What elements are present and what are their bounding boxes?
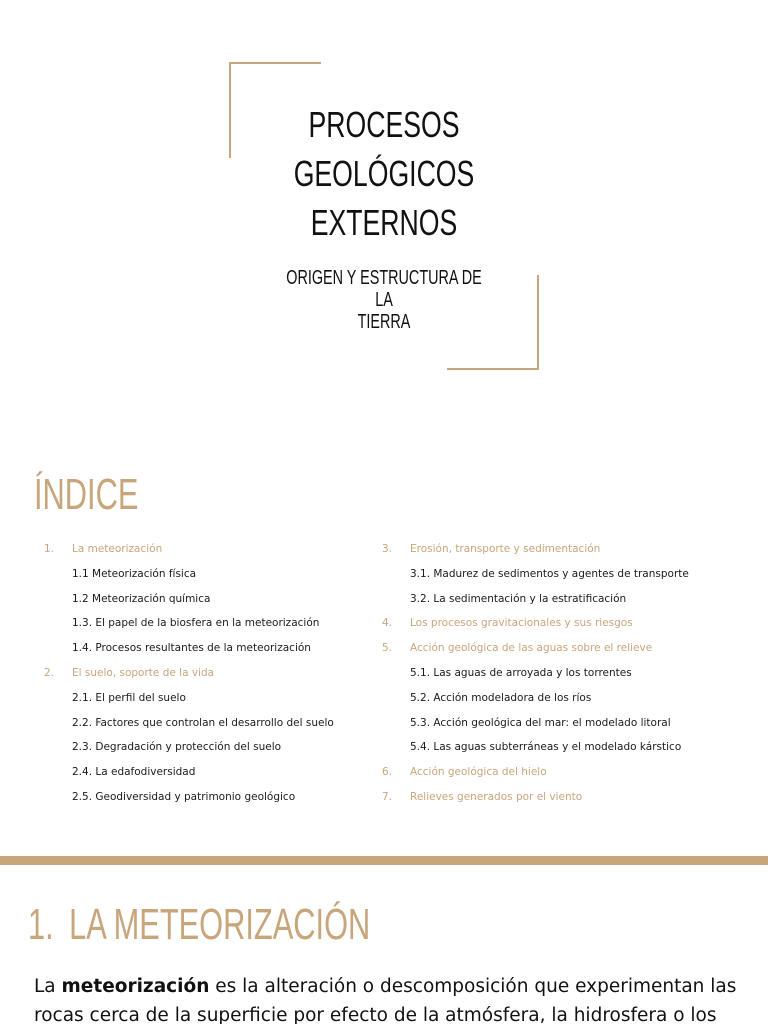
toc-subsection-label: 3.2. La sedimentación y la estratificación bbox=[410, 592, 627, 605]
toc-subsection-item[interactable] bbox=[44, 713, 404, 738]
document-subtitle bbox=[276, 267, 492, 333]
toc-subsection-item[interactable] bbox=[44, 762, 404, 787]
toc-chapter-number: 2. bbox=[44, 666, 55, 679]
toc-chapter-label: La meteorización bbox=[72, 543, 163, 555]
toc-chapter-label: Erosión, transporte y sedimentación bbox=[410, 543, 601, 555]
toc-subsection-label: 3.1. Madurez de sedimentos y agentes de transporte bbox=[410, 567, 689, 580]
toc-subsection-item[interactable] bbox=[382, 713, 742, 738]
toc-chapter-item[interactable] bbox=[382, 613, 742, 638]
title-frame-left-line bbox=[229, 62, 231, 158]
toc-subsection-item[interactable] bbox=[44, 688, 404, 713]
toc-chapter-item[interactable] bbox=[382, 638, 742, 663]
toc-chapter-item[interactable] bbox=[382, 787, 742, 812]
section-divider bbox=[0, 856, 768, 865]
toc-subsection-item[interactable] bbox=[382, 663, 742, 688]
toc-chapter-number: 1. bbox=[44, 543, 55, 555]
toc-chapter-label: Acción geológica de las aguas sobre el relieve bbox=[410, 642, 653, 655]
subtitle-line-1: ORIGEN Y ESTRUCTURA DE LA bbox=[286, 267, 482, 311]
toc-chapter-number: 5. bbox=[382, 642, 393, 655]
title-line-1: PROCESOS bbox=[308, 104, 460, 145]
toc-subsection-item[interactable] bbox=[382, 688, 742, 713]
toc-subsection-label: 2.5. Geodiversidad y patrimonio geológico bbox=[72, 790, 296, 803]
toc-chapter-number: 6. bbox=[382, 766, 393, 779]
section-title: LA METEORIZACIÓN bbox=[69, 900, 371, 949]
toc-subsection-label: 2.4. La edafodiversidad bbox=[72, 766, 196, 779]
body-prefix: La bbox=[34, 976, 62, 997]
toc-subsection-item[interactable] bbox=[382, 737, 742, 762]
toc-subsection-label: 1.1 Meteorización física bbox=[72, 567, 197, 580]
toc-subsection-label: 1.2 Meteorización química bbox=[72, 592, 211, 605]
table-of-contents-left-column bbox=[44, 539, 404, 812]
toc-chapter-label: Acción geológica del hielo bbox=[410, 766, 547, 779]
toc-subsection-label: 5.1. Las aguas de arroyada y los torrentes bbox=[410, 666, 632, 679]
toc-chapter-item[interactable] bbox=[382, 762, 742, 787]
toc-chapter-item[interactable] bbox=[44, 663, 404, 688]
title-frame-bottom-line bbox=[447, 368, 539, 370]
toc-subsection-label: 5.4. Las aguas subterráneas y el modelado kárstico bbox=[410, 741, 682, 754]
toc-subsection-item[interactable] bbox=[44, 564, 404, 589]
section-number: 1. bbox=[28, 900, 54, 949]
toc-chapter-label: Relieves generados por el viento bbox=[410, 790, 583, 803]
section-body-paragraph bbox=[34, 972, 754, 1024]
toc-chapter-number: 7. bbox=[382, 790, 393, 803]
toc-chapter-number: 3. bbox=[382, 543, 393, 555]
toc-subsection-label: 5.3. Acción geológica del mar: el modelado litoral bbox=[410, 716, 671, 729]
toc-subsection-item[interactable] bbox=[44, 589, 404, 614]
table-of-contents-right-column bbox=[382, 539, 742, 812]
toc-chapter-item[interactable] bbox=[44, 539, 404, 564]
toc-subsection-label: 1.4. Procesos resultantes de la meteorización bbox=[72, 642, 311, 655]
toc-subsection-label: 2.2. Factores que controlan el desarrollo del suelo bbox=[72, 716, 334, 729]
toc-subsection-item[interactable] bbox=[44, 638, 404, 663]
title-line-2: GEOLÓGICOS bbox=[293, 153, 475, 194]
toc-subsection-label: 5.2. Acción modeladora de los ríos bbox=[410, 691, 592, 704]
document-title bbox=[273, 100, 495, 247]
subtitle-line-2: TIERRA bbox=[357, 311, 411, 333]
toc-subsection-label: 1.3. El papel de la biosfera en la meteorización bbox=[72, 617, 320, 630]
title-frame-top-line bbox=[230, 62, 321, 64]
toc-chapter-label: Los procesos gravitacionales y sus riesgos bbox=[410, 617, 633, 630]
title-line-3: EXTERNOS bbox=[310, 202, 458, 243]
toc-subsection-item[interactable] bbox=[44, 787, 404, 812]
toc-chapter-item[interactable] bbox=[382, 539, 742, 564]
index-heading: ÍNDICE bbox=[34, 470, 139, 519]
toc-subsection-item[interactable] bbox=[382, 589, 742, 614]
toc-subsection-item[interactable] bbox=[44, 737, 404, 762]
body-rest: es la alteración o descomposición que experimentan las rocas cerca de la superficie por efecto de la atmósfera, la hidrosfera o los bbox=[34, 976, 737, 1024]
toc-chapter-label: El suelo, soporte de la vida bbox=[72, 666, 215, 679]
section-heading bbox=[28, 900, 370, 950]
toc-subsection-label: 2.1. El perfil del suelo bbox=[72, 691, 186, 704]
title-frame-right-line bbox=[537, 275, 539, 370]
toc-subsection-item[interactable] bbox=[382, 564, 742, 589]
toc-chapter-number: 4. bbox=[382, 617, 393, 630]
toc-subsection-label: 2.3. Degradación y protección del suelo bbox=[72, 741, 282, 754]
toc-subsection-item[interactable] bbox=[44, 613, 404, 638]
body-keyword: meteorización bbox=[61, 976, 210, 997]
